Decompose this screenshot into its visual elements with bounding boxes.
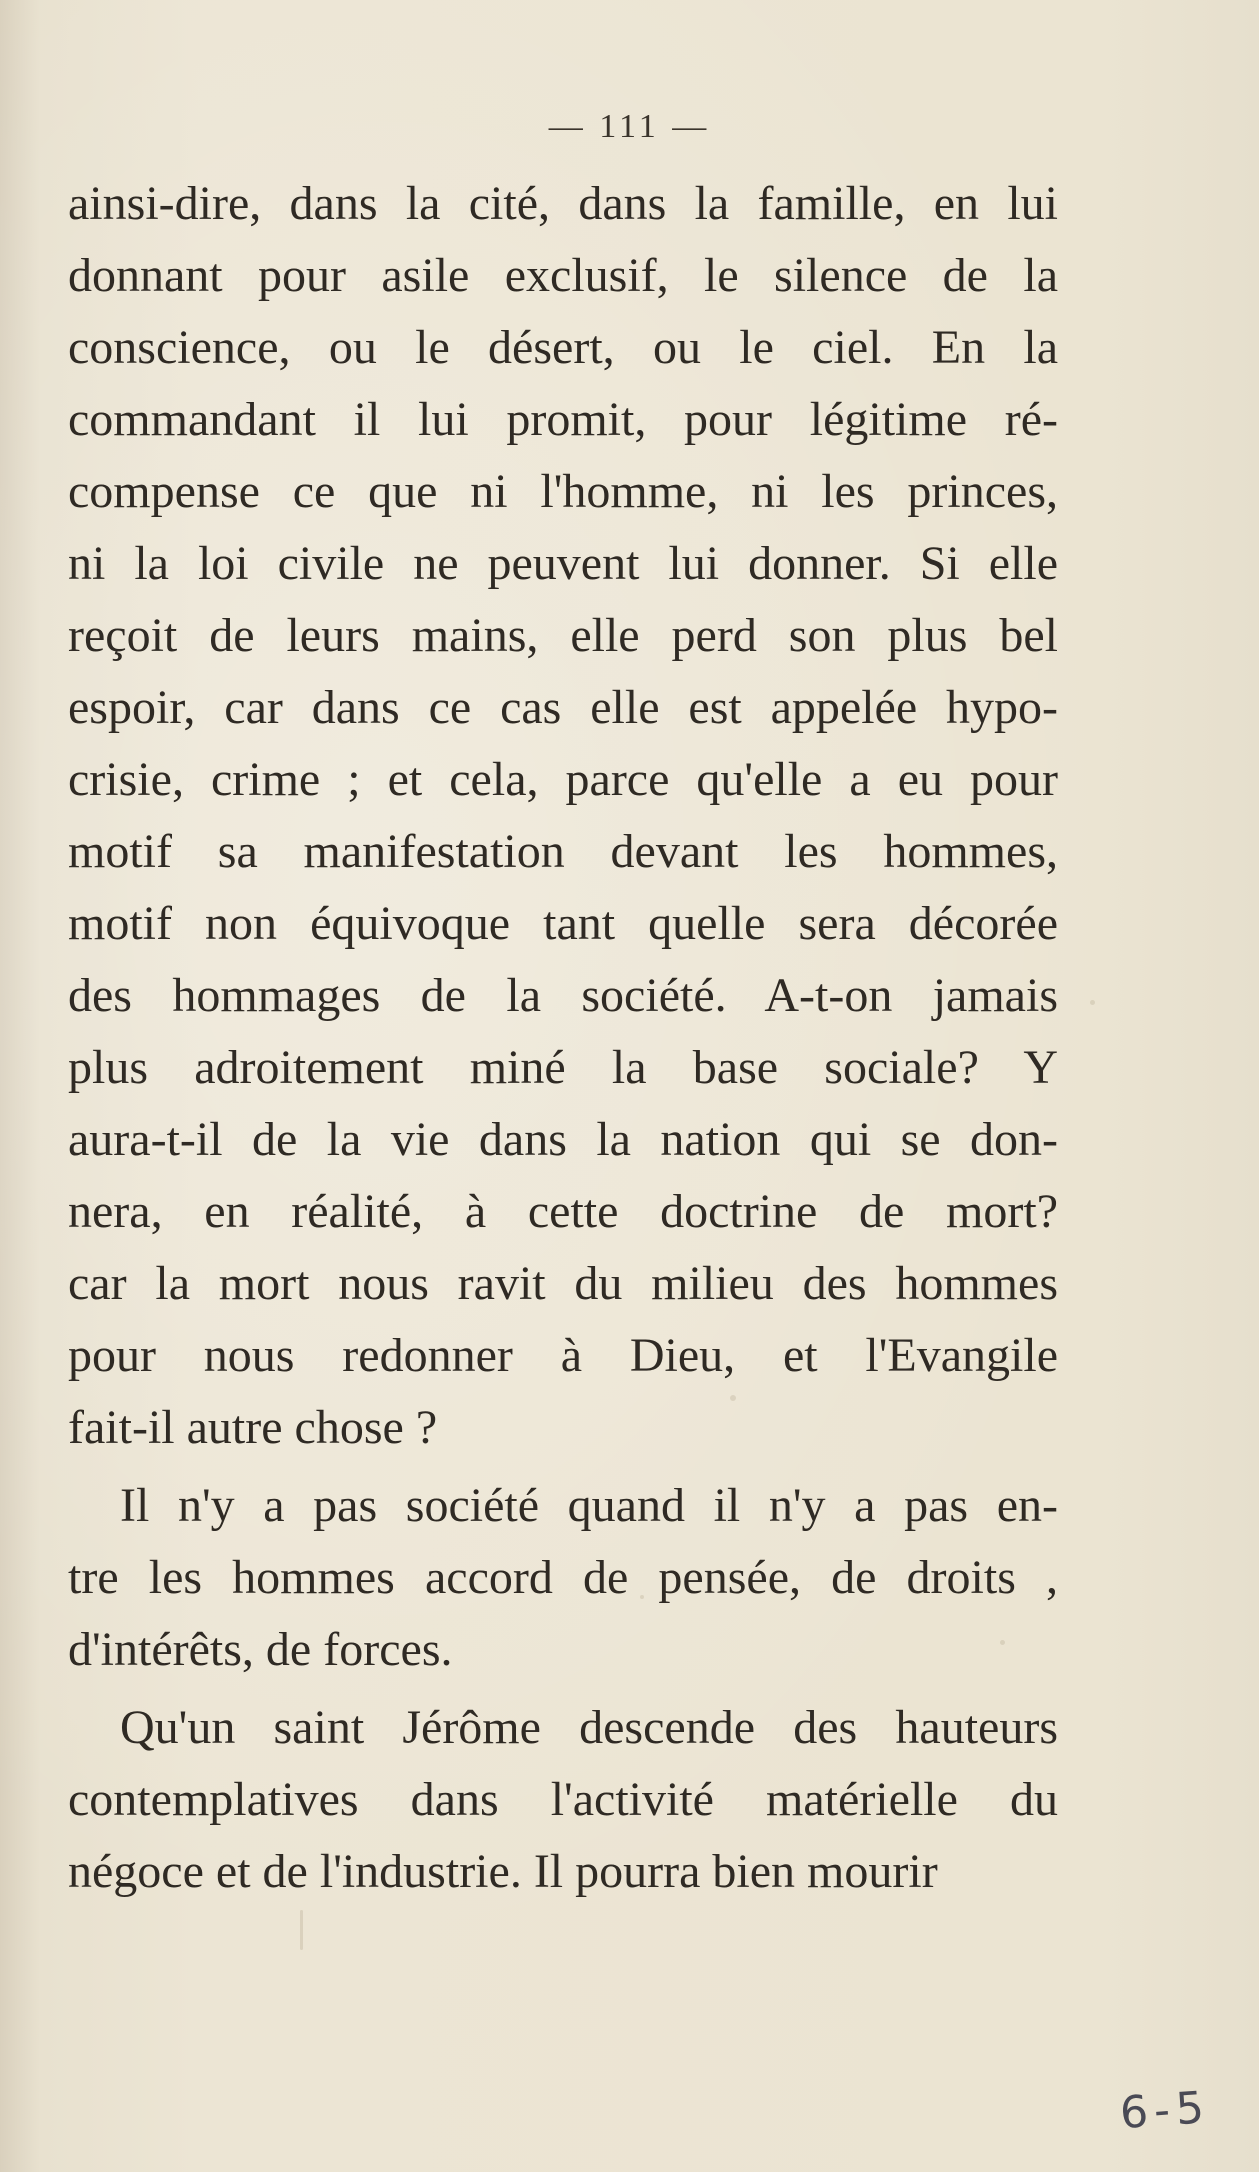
paper-speck — [1090, 1000, 1095, 1005]
text-line: reçoit de leurs mains, elle perd son plus bel — [68, 609, 1058, 662]
paper-crease — [300, 1910, 303, 1950]
text-line: des hommages de la société. A-t-on jamais — [68, 969, 1058, 1022]
text-line: aura-t-il de la vie dans la nation qui se don- — [68, 1113, 1058, 1166]
text-line: donnant pour asile exclusif, le silence de la — [68, 249, 1058, 302]
text-line: négoce et de l'industrie. Il pourra bien mourir — [68, 1845, 938, 1898]
text-line: plus adroitement miné la base sociale? Y — [68, 1041, 1058, 1094]
page-number: — 111 — — [548, 108, 711, 145]
paragraph — [68, 168, 1058, 1464]
text-line: Il n'y a pas société quand il n'y a pas en- — [120, 1479, 1058, 1532]
text-line: ni la loi civile ne peuvent lui donner. Si elle — [68, 537, 1058, 590]
text-line: motif non équivoque tant quelle sera décorée — [68, 897, 1058, 950]
body-text — [68, 168, 1058, 1908]
text-line: motif sa manifestation devant les hommes, — [68, 825, 1058, 878]
text-line: pour nous redonner à Dieu, et l'Evangile — [68, 1329, 1058, 1382]
handwritten-archive-mark: 6-5 — [1118, 2081, 1212, 2140]
text-line: nera, en réalité, à cette doctrine de mort? — [68, 1185, 1058, 1238]
text-line: d'intérêts, de forces. — [68, 1623, 453, 1676]
text-line: tre les hommes accord de pensée, de droits , — [68, 1551, 1058, 1604]
text-line: compense ce que ni l'homme, ni les princes, — [68, 465, 1058, 518]
text-line: conscience, ou le désert, ou le ciel. En la — [68, 321, 1058, 374]
text-line: fait-il autre chose ? — [68, 1401, 438, 1454]
text-line: commandant il lui promit, pour légitime ré- — [68, 393, 1058, 446]
paragraph — [68, 1692, 1058, 1908]
text-line: contemplatives dans l'activité matérielle du — [68, 1773, 1058, 1826]
paragraph — [68, 1470, 1058, 1686]
text-line: Qu'un saint Jérôme descende des hauteurs — [120, 1701, 1058, 1754]
text-line: espoir, car dans ce cas elle est appelée hypo- — [68, 681, 1058, 734]
text-line: car la mort nous ravit du milieu des hommes — [68, 1257, 1058, 1310]
text-line: ainsi-dire, dans la cité, dans la famille, en lui — [68, 177, 1058, 230]
text-line: crisie, crime ; et cela, parce qu'elle a eu pour — [68, 753, 1058, 806]
